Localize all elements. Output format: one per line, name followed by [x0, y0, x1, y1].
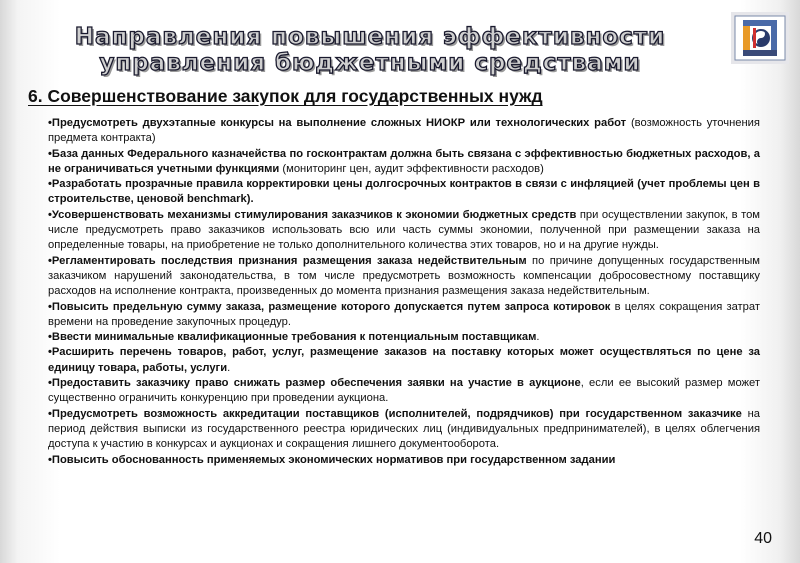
list-item-text: (возможность уточнения предмета контракта) [48, 117, 760, 145]
list-item-text: в целях сокращения затрат времени на проведение закупочных процедур. [48, 300, 760, 328]
slide-title-line-2: управления бюджетными средствами [99, 50, 641, 76]
list-item-text: на период действия выписки из государственного реестра юридических лиц (индивидуальных предпринимателей), в целях облегчения доступа к участию в конкурсах и аукционах и сокращения лишнего документооборота. [48, 407, 760, 451]
list-item-text: по причине допущенных государственным заказчиком нарушений законодательства, в том числе предусмотреть возможность компенсации добросовестному поставщику расходов на исполнение контракта, произведенных до момента признания размещения заказа недействительным. [48, 254, 760, 298]
list-item-bold: •Расширить перечень товаров, работ, услуг, размещение заказов на поставку которых может осуществляться по цене за единицу товара, работы, услуги [48, 346, 760, 374]
slide-title-line-1: Направления повышения эффективности [74, 24, 666, 50]
list-item [48, 254, 760, 300]
list-item-text: . [227, 361, 231, 374]
list-item-bold: •Предоставить заказчику право снижать размер обеспечения заявки на участие в аукционе [48, 377, 581, 390]
list-item-bold: •Разработать прозрачные правила корректировки цены долгосрочных контрактов в связи с инфляцией (учет проблемы цен в строительстве, ценовой benchmark). [48, 178, 760, 206]
list-item [48, 407, 760, 453]
list-item-bold: •Повысить обоснованность применяемых экономических нормативов при государственном задании [48, 453, 616, 466]
slide-title [0, 24, 740, 76]
page-number: 40 [754, 530, 772, 547]
list-item-text: . [536, 331, 540, 344]
list-item-text: при осуществлении закупок, в том числе предусмотреть право заказчиков использовать всю или часть суммы экономии, полученной при размещении заказа на определенные товары, на приобретение не только дополнительного количества этих товаров, но и на другие нужды. [48, 208, 760, 252]
list-item-bold: •Повысить предельную сумму заказа, размещение которого допускается путем запроса котировок [48, 300, 611, 313]
list-item [48, 345, 760, 376]
list-item-bold: •Ввести минимальные квалификационные требования к потенциальным поставщикам [48, 331, 537, 344]
list-item-bold: •Усовершенствовать механизмы стимулирования заказчиков к экономии бюджетных средств [48, 208, 577, 221]
list-item [48, 453, 760, 468]
list-item [48, 330, 760, 345]
list-item [48, 116, 760, 147]
list-item-text: , если ее высокий размер может существенно ограничить конкуренцию при проведении аукциона. [48, 377, 760, 405]
list-item-bold: •Регламентировать последствия признания размещения заказа недействительным [48, 254, 527, 267]
list-item [48, 147, 760, 178]
list-item [48, 177, 760, 208]
list-item-bold: •Предусмотреть возможность аккредитации поставщиков (исполнителей, подрядчиков) при государственном заказчике [48, 407, 742, 420]
list-item-bold: •База данных Федерального казначейства по госконтрактам должна быть связана с эффективностью бюджетных расходов, а не ограничиваться учетными функциями [48, 147, 760, 175]
list-item [48, 300, 760, 331]
list-item [48, 208, 760, 254]
list-item-text: (мониторинг цен, аудит эффективности расходов) [279, 162, 544, 175]
bullet-list [48, 116, 760, 468]
ministry-emblem-icon [731, 12, 789, 64]
list-item [48, 376, 760, 407]
section-heading: 6. Совершенствование закупок для государственных нужд [28, 86, 543, 106]
list-item-bold: •Предусмотреть двухэтапные конкурсы на выполнение сложных НИОКР или технологических работ [48, 117, 627, 129]
